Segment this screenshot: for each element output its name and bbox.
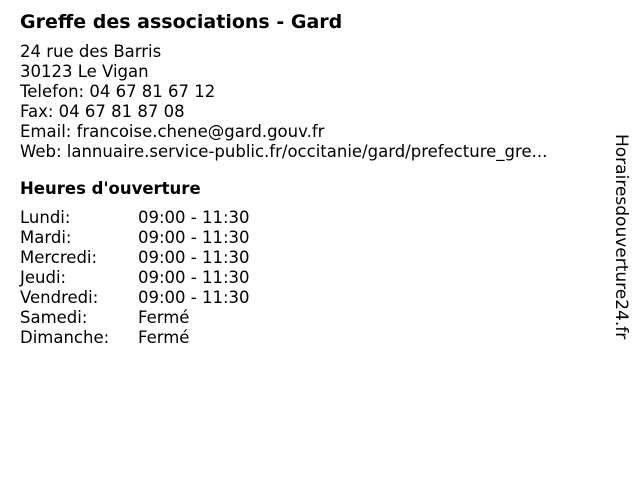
hours-day: Vendredi: bbox=[20, 288, 99, 307]
hours-time: 09:00 - 11:30 bbox=[138, 208, 250, 227]
opening-hours-heading: Heures d'ouverture bbox=[20, 179, 201, 198]
place-card bbox=[20, 9, 610, 348]
opening-hours-table bbox=[20, 208, 610, 348]
place-title: Greffe des associations - Gard bbox=[20, 11, 343, 33]
hours-day: Mardi: bbox=[20, 228, 72, 247]
hours-time: 09:00 - 11:30 bbox=[138, 288, 250, 307]
hours-row-friday bbox=[20, 288, 610, 308]
hours-row-sunday bbox=[20, 328, 610, 348]
hours-row-tuesday bbox=[20, 228, 610, 248]
hours-time: 09:00 - 11:30 bbox=[138, 268, 250, 287]
phone-line: Telefon: 04 67 81 67 12 bbox=[20, 82, 216, 101]
hours-time: 09:00 - 11:30 bbox=[138, 248, 250, 267]
hours-time: Fermé bbox=[138, 328, 190, 347]
email-line: Email: francoise.chene@gard.gouv.fr bbox=[20, 122, 325, 141]
web-line: Web: lannuaire.service-public.fr/occitanie/gard/prefecture_gre... bbox=[20, 142, 548, 161]
hours-row-wednesday bbox=[20, 248, 610, 268]
hours-time: 09:00 - 11:30 bbox=[138, 228, 250, 247]
hours-time: Fermé bbox=[138, 308, 190, 327]
hours-day: Mercredi: bbox=[20, 248, 98, 267]
fax-line: Fax: 04 67 81 87 08 bbox=[20, 102, 185, 121]
hours-row-thursday bbox=[20, 268, 610, 288]
hours-day: Jeudi: bbox=[20, 268, 67, 287]
hours-day: Dimanche: bbox=[20, 328, 110, 347]
address-line-street: 24 rue des Barris bbox=[20, 42, 162, 61]
address-line-city: 30123 Le Vigan bbox=[20, 62, 149, 81]
hours-day: Lundi: bbox=[20, 208, 71, 227]
hours-row-saturday bbox=[20, 308, 610, 328]
hours-row-monday bbox=[20, 208, 610, 228]
site-watermark: Horairesdouverture24.fr bbox=[611, 134, 631, 340]
hours-day: Samedi: bbox=[20, 308, 88, 327]
